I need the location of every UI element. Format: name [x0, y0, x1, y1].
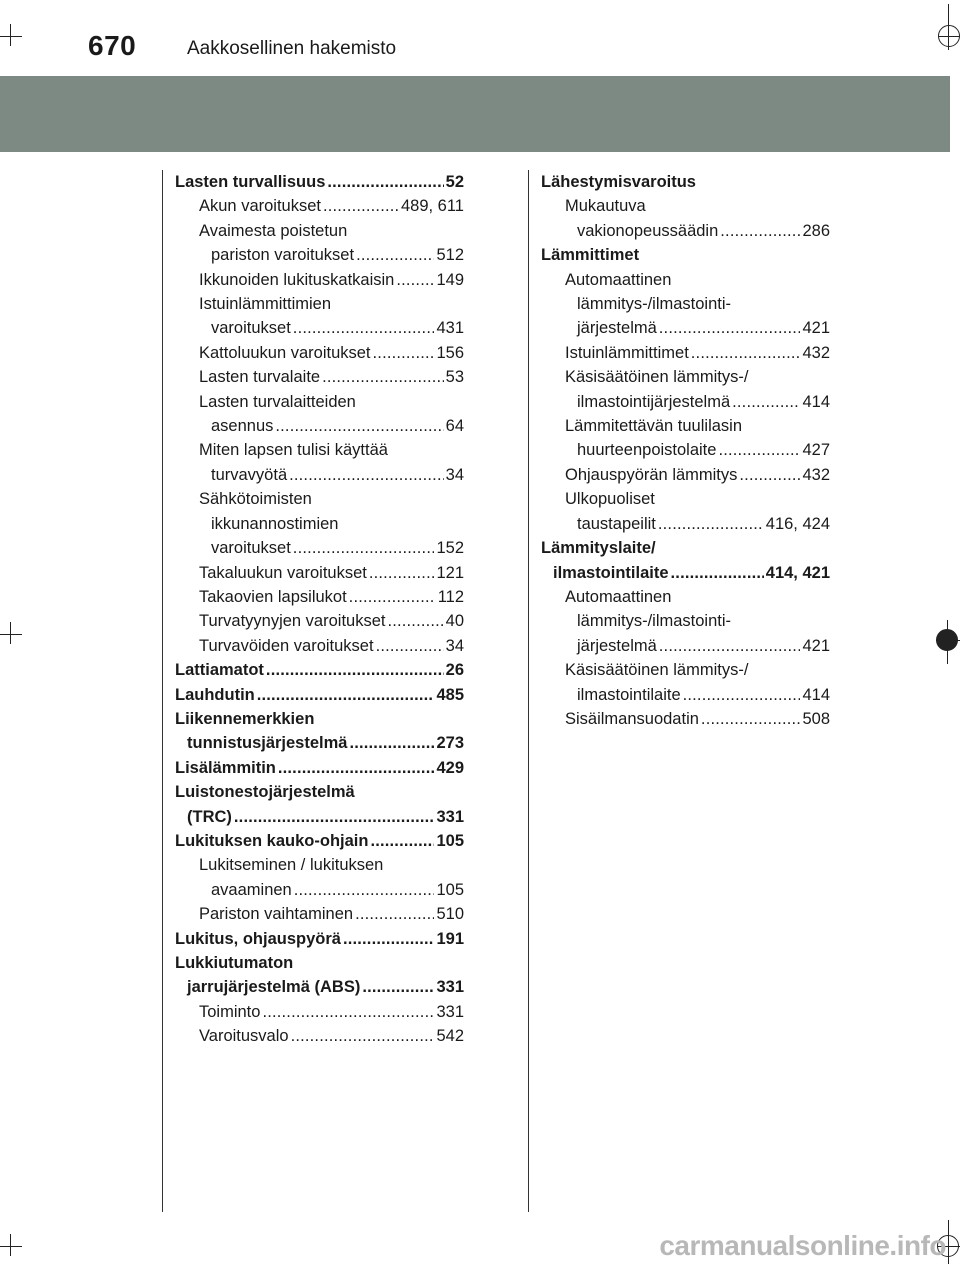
page-reference: 432: [802, 465, 830, 484]
index-term: Automaattinen: [565, 587, 672, 606]
page-reference: 40: [445, 612, 464, 631]
page-reference: 421: [802, 319, 830, 338]
index-entry: [541, 634, 830, 658]
index-entry: [175, 829, 464, 853]
page-reference: 331: [436, 807, 464, 826]
index-entry: [541, 658, 830, 682]
registration-mark-icon: [938, 25, 960, 47]
index-term: Lämmityslaite/: [541, 539, 656, 558]
index-entry: [541, 194, 830, 218]
page-reference: 416, 424: [765, 514, 830, 533]
index-entry: [175, 731, 464, 755]
dot-leader: [289, 463, 444, 487]
index-entry: [175, 853, 464, 877]
dot-leader: [732, 390, 800, 414]
page-number: 670: [88, 30, 137, 61]
dot-leader: [362, 975, 434, 999]
index-term: Miten lapsen tulisi käyttää: [199, 441, 388, 460]
page-reference: 431: [436, 319, 464, 338]
page-reference: 542: [436, 1027, 464, 1046]
index-term: Istuinlämmittimien: [199, 295, 332, 314]
index-term: Käsisäätöinen lämmitys-/: [565, 368, 749, 387]
page-reference: 286: [802, 221, 830, 240]
crop-mark: [0, 634, 22, 635]
index-term: Ulkopuoliset: [565, 490, 655, 509]
index-term: Takaluukun varoitukset: [199, 563, 367, 582]
index-entry: [175, 365, 464, 389]
index-term: Lukitus, ohjauspyörä: [175, 929, 341, 948]
index-term: (TRC): [187, 807, 232, 826]
page-reference: 508: [802, 709, 830, 728]
dot-leader: [291, 1024, 435, 1048]
page-reference: 429: [436, 758, 464, 777]
index-term: järjestelmä: [577, 319, 657, 338]
index-entry: [175, 438, 464, 462]
index-term: Avaimesta poistetun: [199, 221, 348, 240]
page-reference: 489, 611: [400, 197, 464, 216]
dot-leader: [683, 683, 801, 707]
page-reference: 105: [436, 831, 464, 850]
page-reference: 485: [436, 685, 464, 704]
index-entry: [541, 243, 830, 267]
dot-leader: [343, 927, 435, 951]
crop-mark: [10, 1234, 11, 1256]
page-reference: 414, 421: [765, 563, 830, 582]
index-entry: [541, 438, 830, 462]
crop-mark: [0, 36, 22, 37]
index-term: Käsisäätöinen lämmitys-/: [565, 661, 749, 680]
index-term: Lämmitettävän tuulilasin: [565, 417, 743, 436]
index-column-right: [541, 170, 830, 731]
index-term: ilmastointilaite: [577, 685, 681, 704]
dot-leader: [691, 341, 801, 365]
dot-leader: [370, 829, 434, 853]
dot-leader: [658, 512, 764, 536]
index-term: Pariston vaihtaminen: [199, 905, 354, 924]
index-entry: [541, 463, 830, 487]
index-entry: [175, 1024, 464, 1048]
index-entry: [541, 365, 830, 389]
index-entry: [541, 585, 830, 609]
index-entry: [541, 561, 830, 585]
dot-leader: [322, 365, 444, 389]
index-entry: [541, 170, 830, 194]
page-reference: 331: [436, 1002, 464, 1021]
page-reference: 414: [802, 685, 830, 704]
index-term: Sähkötoimisten: [199, 490, 312, 509]
index-entry: [175, 219, 464, 243]
index-term: Turvavöiden varoitukset: [199, 636, 374, 655]
page-reference: 156: [436, 343, 464, 362]
index-entry: [541, 268, 830, 292]
page-reference: 53: [445, 368, 464, 387]
crop-mark: [10, 622, 11, 644]
index-entry: [175, 170, 464, 194]
dot-leader: [257, 683, 435, 707]
index-entry: [175, 805, 464, 829]
index-term: Sisäilmansuodatin: [565, 709, 699, 728]
index-term: Lämmittimet: [541, 246, 640, 265]
dot-leader: [356, 243, 434, 267]
index-column-left: [175, 170, 464, 1049]
index-entry: [175, 951, 464, 975]
index-term: ilmastointilaite: [553, 563, 669, 582]
index-term: Ohjauspyörän lämmitys: [565, 465, 738, 484]
index-term: Lisälämmitin: [175, 758, 276, 777]
index-term: Lähestymisvaroitus: [541, 173, 696, 191]
index-term: Lukituksen kauko-ohjain: [175, 831, 369, 850]
index-entry: [175, 707, 464, 731]
index-term: Turvatyynyjen varoitukset: [199, 612, 386, 631]
section-band: [0, 76, 950, 152]
page-reference: 105: [436, 880, 464, 899]
index-term: Lasten turvalaite: [199, 368, 321, 387]
index-term: Lattiamatot: [175, 661, 264, 680]
index-term: Liikennemerkkien: [175, 709, 315, 728]
page-reference: 427: [802, 441, 830, 460]
dot-leader: [369, 561, 435, 585]
dot-leader: [659, 634, 801, 658]
index-entry: [175, 1000, 464, 1024]
index-term: turvavyötä: [211, 465, 288, 484]
index-entry: [175, 536, 464, 560]
page-reference: 152: [436, 539, 464, 558]
page-reference: 414: [802, 392, 830, 411]
index-entry: [175, 878, 464, 902]
dot-leader: [294, 878, 435, 902]
dot-leader: [671, 561, 764, 585]
dot-leader: [323, 194, 399, 218]
index-entry: [541, 536, 830, 560]
index-term: Varoitusvalo: [199, 1027, 289, 1046]
index-entry: [541, 341, 830, 365]
index-term: Lukitseminen / lukituksen: [199, 856, 384, 875]
index-entry: [175, 756, 464, 780]
dot-leader: [373, 341, 435, 365]
page-reference: 149: [436, 270, 464, 289]
page-reference: 432: [802, 343, 830, 362]
left-rule: [162, 170, 163, 1212]
page-reference: 121: [436, 563, 464, 582]
index-entry: [541, 512, 830, 536]
dot-leader: [293, 536, 435, 560]
index-term: järjestelmä: [577, 636, 657, 655]
index-entry: [541, 487, 830, 511]
index-term: taustapeilit: [577, 514, 656, 533]
index-term: huurteenpoistolaite: [577, 441, 717, 460]
index-term: Mukautuva: [565, 197, 646, 216]
index-entry: [175, 316, 464, 340]
index-entry: [175, 780, 464, 804]
page-reference: 421: [802, 636, 830, 655]
index-entry: [175, 268, 464, 292]
page-reference: 512: [436, 246, 464, 265]
index-term: asennus: [211, 417, 274, 436]
dot-leader: [262, 1000, 434, 1024]
index-entry: [175, 658, 464, 682]
index-entry: [175, 634, 464, 658]
index-term: Istuinlämmittimet: [565, 343, 689, 362]
index-entry: [541, 390, 830, 414]
dot-leader: [718, 438, 800, 462]
page-reference: 34: [445, 636, 464, 655]
index-term: tunnistusjärjestelmä: [187, 734, 348, 753]
index-entry: [541, 707, 830, 731]
dot-leader: [293, 316, 435, 340]
dot-leader: [387, 609, 443, 633]
dot-leader: [659, 316, 801, 340]
index-entry: [541, 414, 830, 438]
page-reference: 112: [437, 587, 464, 606]
index-term: Ikkunoiden lukituskatkaisin: [199, 270, 395, 289]
index-term: Lasten turvallisuus: [175, 173, 326, 191]
index-term: ikkunannostimien: [211, 514, 339, 533]
dot-leader: [349, 585, 436, 609]
index-term: Lukkiutumaton: [175, 954, 294, 972]
dot-leader: [739, 463, 800, 487]
index-entry: [175, 292, 464, 316]
index-entry: [175, 975, 464, 999]
index-term: Takaovien lapsilukot: [199, 587, 347, 606]
dot-leader: [720, 219, 800, 243]
dot-leader: [376, 634, 444, 658]
index-term: ilmastointijärjestelmä: [577, 392, 731, 411]
crop-mark: [10, 24, 11, 46]
page-reference: 331: [436, 978, 464, 997]
index-entry: [541, 292, 830, 316]
dot-leader: [278, 756, 435, 780]
index-entry: [175, 390, 464, 414]
dot-leader: [396, 268, 434, 292]
index-entry: [175, 902, 464, 926]
index-entry: [175, 609, 464, 633]
index-term: Akun varoitukset: [199, 197, 321, 216]
column-divider: [528, 170, 529, 1212]
index-term: Kattoluukun varoitukset: [199, 343, 371, 362]
index-term: Luistonestojärjestelmä: [175, 783, 355, 802]
page-reference: 273: [436, 734, 464, 753]
dot-leader: [275, 414, 443, 438]
registration-mark-icon: [936, 629, 958, 651]
index-entry: [541, 609, 830, 633]
dot-leader: [349, 731, 434, 755]
header-band: [0, 0, 950, 76]
index-entry: [175, 243, 464, 267]
watermark: carmanualsonline.info: [659, 1230, 946, 1261]
index-term: vakionopeussäädin: [577, 221, 719, 240]
index-entry: [175, 194, 464, 218]
index-term: avaaminen: [211, 880, 292, 899]
index-entry: [175, 512, 464, 536]
page-reference: 191: [436, 929, 464, 948]
index-entry: [175, 487, 464, 511]
index-entry: [541, 316, 830, 340]
index-entry: [175, 561, 464, 585]
dot-leader: [266, 658, 444, 682]
page-reference: 34: [445, 465, 464, 484]
page-reference: 52: [445, 173, 464, 191]
index-term: Toiminto: [199, 1002, 261, 1021]
index-entry: [175, 463, 464, 487]
dot-leader: [701, 707, 801, 731]
page-reference: 64: [445, 417, 464, 436]
index-term: Automaattinen: [565, 270, 672, 289]
index-term: lämmitys-/ilmastointi-: [577, 295, 732, 314]
index-term: Lasten turvalaitteiden: [199, 392, 356, 411]
page-title: Aakkosellinen hakemisto: [187, 38, 397, 59]
index-term: Lauhdutin: [175, 685, 255, 704]
index-term: varoitukset: [211, 319, 291, 338]
index-term: varoitukset: [211, 539, 291, 558]
index-entry: [175, 927, 464, 951]
index-entry: [175, 414, 464, 438]
index-entry: [541, 683, 830, 707]
index-entry: [175, 341, 464, 365]
index-term: lämmitys-/ilmastointi-: [577, 612, 732, 631]
dot-leader: [327, 170, 443, 194]
page-reference: 510: [436, 905, 464, 924]
index-term: pariston varoitukset: [211, 246, 355, 265]
index-entry: [541, 219, 830, 243]
dot-leader: [355, 902, 434, 926]
dot-leader: [234, 805, 435, 829]
crop-mark: [0, 1246, 22, 1247]
index-entry: [175, 585, 464, 609]
index-term: jarrujärjestelmä (ABS): [187, 978, 361, 997]
page-reference: 26: [445, 661, 464, 680]
index-entry: [175, 683, 464, 707]
